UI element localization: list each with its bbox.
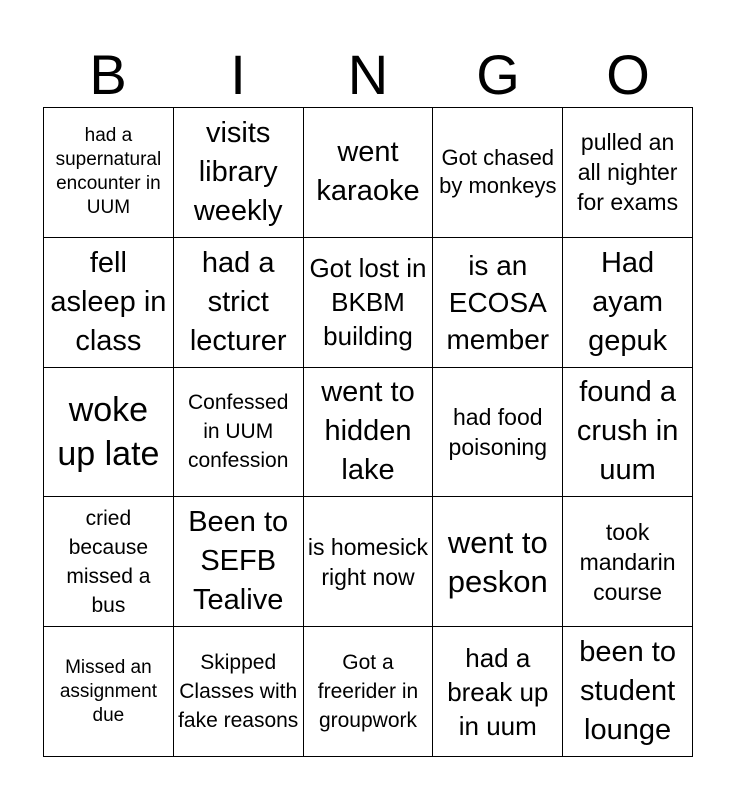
bingo-cell-r2-c3[interactable] <box>304 238 434 368</box>
bingo-cell-r3-c1[interactable] <box>44 368 174 498</box>
cell-label: Got a freerider in groupwork <box>317 651 419 733</box>
cell-label: Been to SEFB Tealive <box>188 506 289 617</box>
header-letter-g: G <box>476 43 520 106</box>
header-letter-b: B <box>89 43 127 106</box>
cell-label: cried because missed a bus <box>66 506 151 617</box>
bingo-cell-r2-c1[interactable] <box>44 238 174 368</box>
bingo-cell-r4-c2[interactable] <box>174 497 304 627</box>
bingo-cell-r1-c4[interactable] <box>433 108 563 238</box>
cell-label: visits library weekly <box>193 116 283 227</box>
cell-label: been to student lounge <box>579 636 676 747</box>
header-letter-i: I <box>230 43 246 106</box>
bingo-cell-r5-c2[interactable] <box>174 627 304 757</box>
bingo-board <box>43 107 693 757</box>
cell-label: had a break up in uum <box>447 642 549 741</box>
cell-label: is homesick right now <box>307 533 429 590</box>
bingo-cell-r3-c2[interactable] <box>174 368 304 498</box>
cell-label: Got lost in BKBM building <box>309 253 427 352</box>
bingo-header <box>43 45 693 105</box>
cell-label: Got chased by monkeys <box>439 145 557 199</box>
bingo-cell-r4-c1[interactable] <box>44 497 174 627</box>
header-letter-n: N <box>347 43 389 106</box>
cell-label: woke up late <box>57 390 160 473</box>
bingo-cell-r3-c3[interactable] <box>304 368 434 498</box>
cell-label: is an ECOSA member <box>446 249 550 355</box>
cell-label: Had ayam gepuk <box>588 246 668 357</box>
bingo-cell-r3-c4[interactable] <box>433 368 563 498</box>
cell-label: Missed an assignment due <box>59 656 157 726</box>
cell-label: had food poisoning <box>448 403 548 460</box>
bingo-cell-r2-c2[interactable] <box>174 238 304 368</box>
bingo-cell-r5-c4[interactable] <box>433 627 563 757</box>
cell-label: fell asleep in class <box>50 246 167 357</box>
cell-label: found a crush in uum <box>576 376 679 487</box>
header-letter-o: O <box>606 43 650 106</box>
bingo-cell-r5-c1[interactable] <box>44 627 174 757</box>
bingo-cell-r2-c5[interactable] <box>563 238 693 368</box>
bingo-cell-r1-c5[interactable] <box>563 108 693 238</box>
bingo-cell-r5-c5[interactable] <box>563 627 693 757</box>
bingo-cell-r2-c4[interactable] <box>433 238 563 368</box>
cell-label: went to hidden lake <box>321 376 415 487</box>
bingo-cell-r1-c2[interactable] <box>174 108 304 238</box>
cell-label: had a supernatural encounter in UUM <box>55 125 162 219</box>
cell-label: took mandarin course <box>579 518 676 605</box>
bingo-cell-r1-c3[interactable] <box>304 108 434 238</box>
cell-label: Skipped Classes with fake reasons <box>178 651 299 733</box>
bingo-cell-r3-c5[interactable] <box>563 368 693 498</box>
cell-label: went to peskon <box>447 524 548 599</box>
cell-label: went karaoke <box>316 136 420 208</box>
bingo-cell-r4-c3[interactable] <box>304 497 434 627</box>
bingo-cell-r4-c4[interactable] <box>433 497 563 627</box>
cell-label: had a strict lecturer <box>189 246 287 357</box>
bingo-cell-r1-c1[interactable] <box>44 108 174 238</box>
bingo-cell-r4-c5[interactable] <box>563 497 693 627</box>
cell-label: pulled an all nighter for exams <box>577 129 679 216</box>
bingo-cell-r5-c3[interactable] <box>304 627 434 757</box>
cell-label: Confessed in UUM confession <box>187 391 289 473</box>
